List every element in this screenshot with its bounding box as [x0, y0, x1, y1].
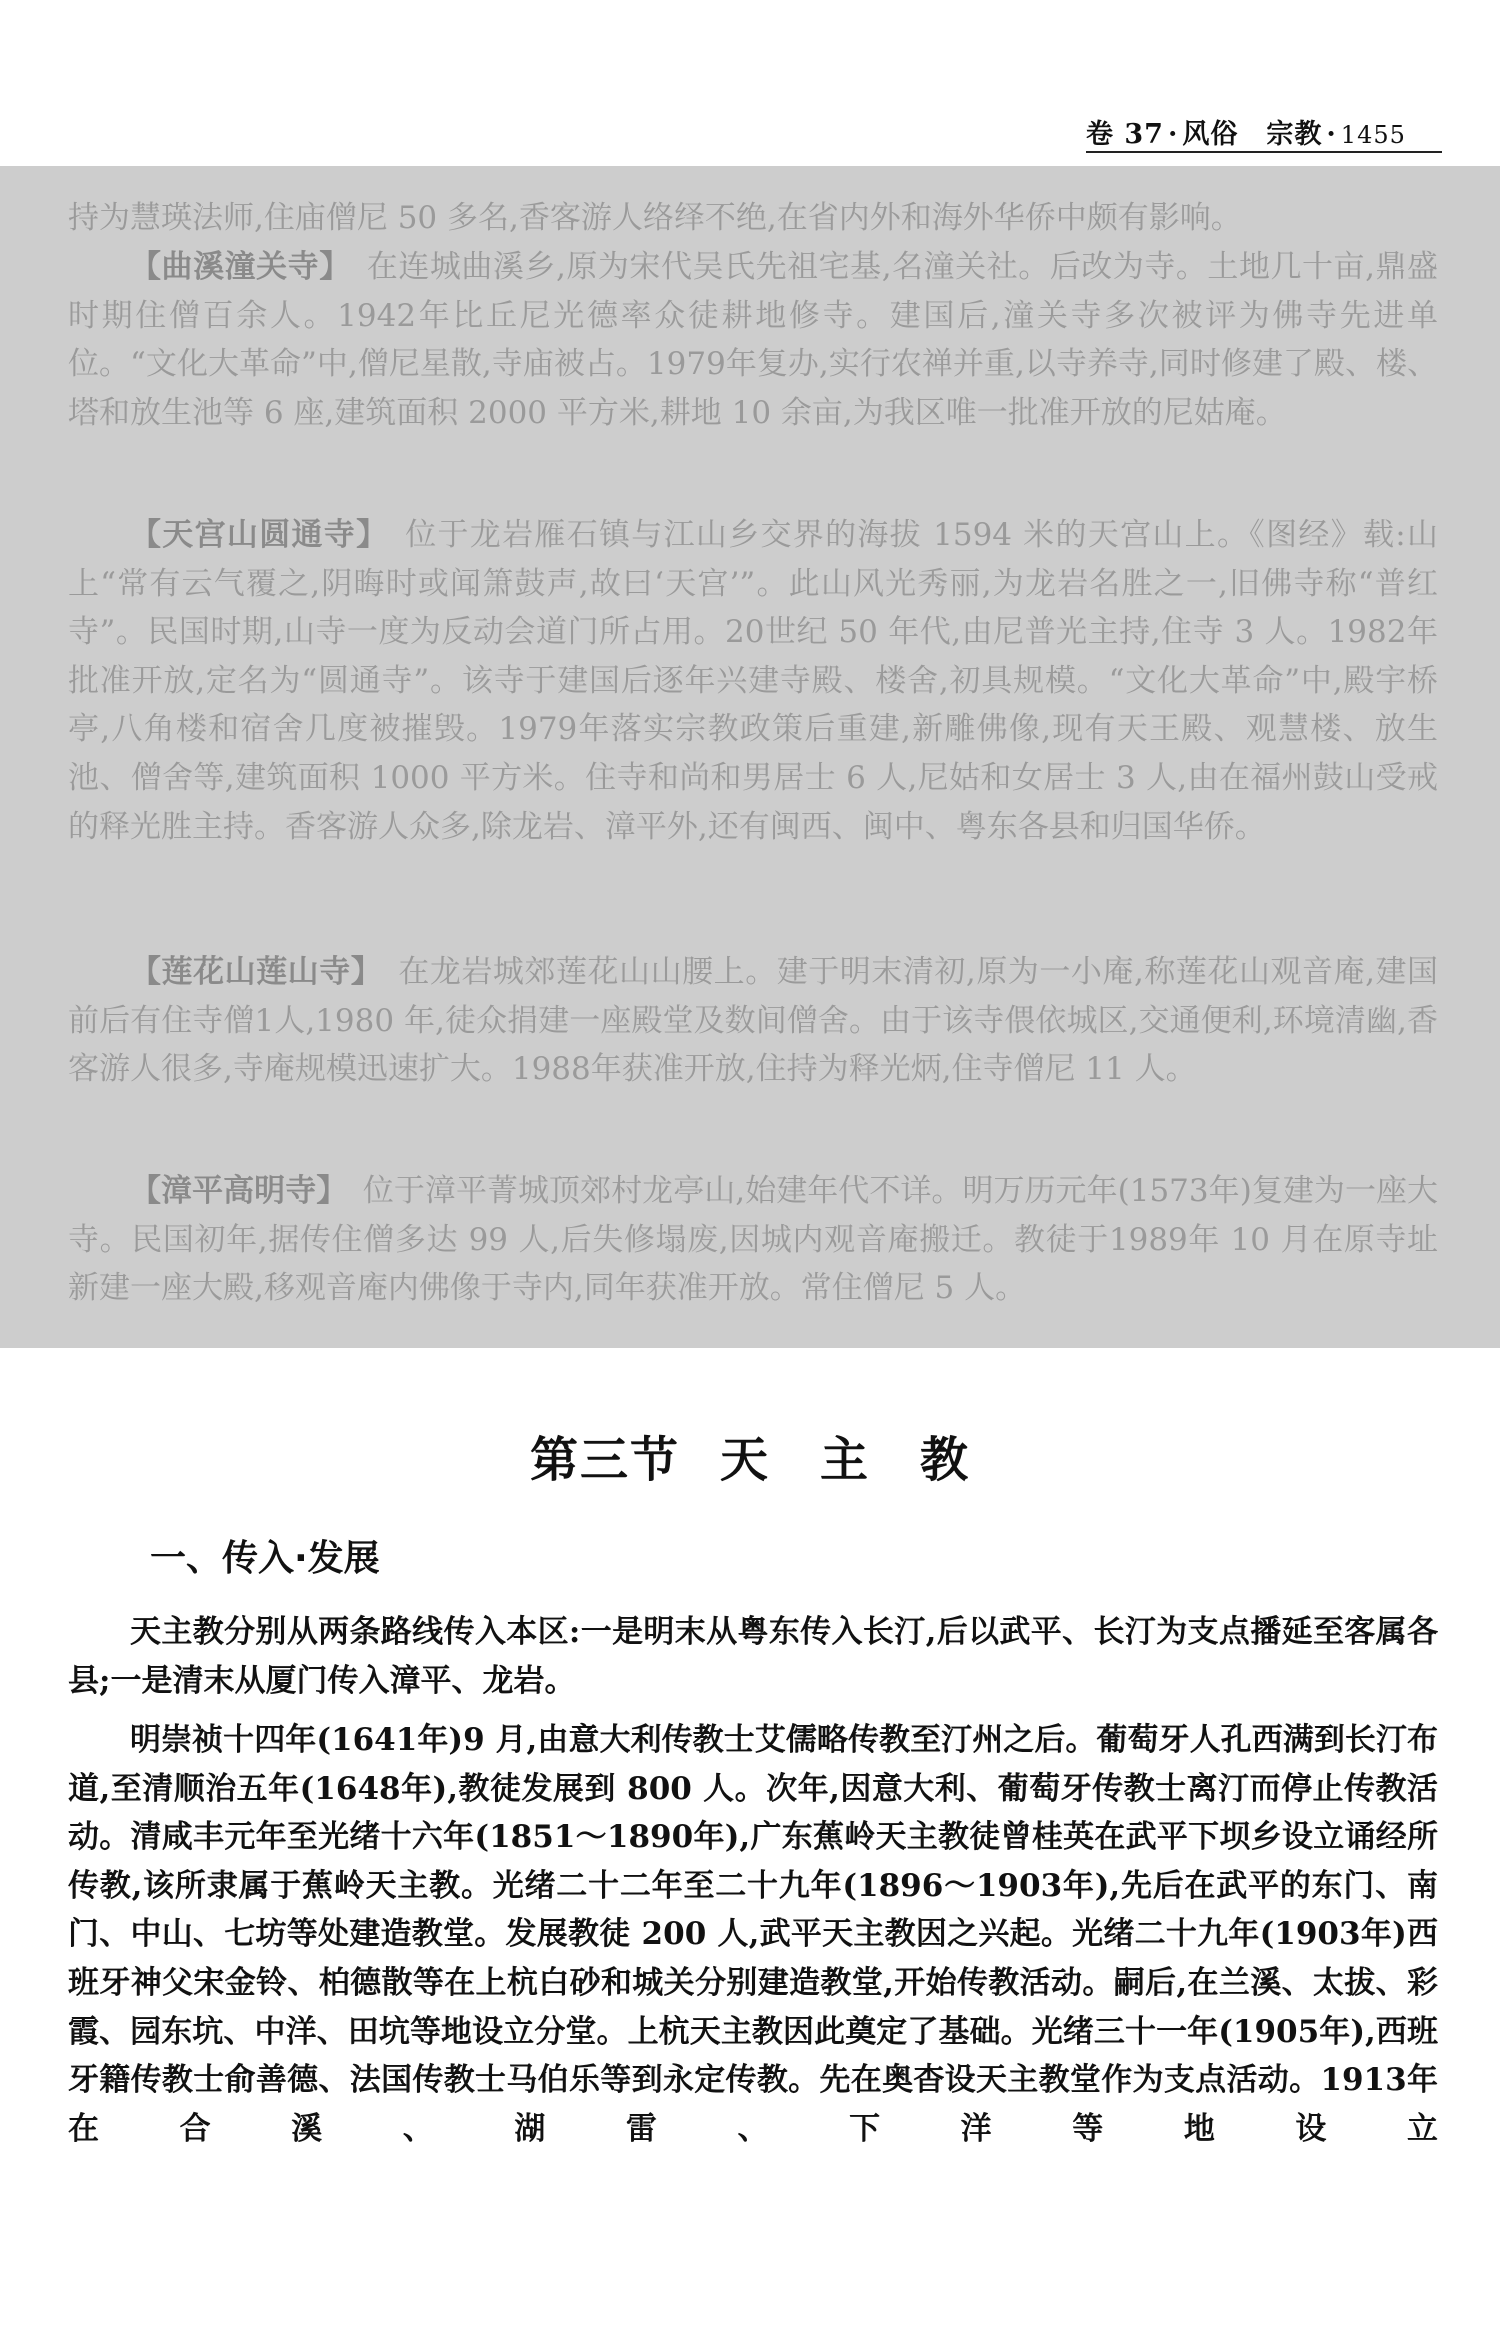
temple-entry-text: 在连城曲溪乡,原为宋代吴氏先祖宅基,名潼关社。后改为寺。土地几十亩,鼎盛时期住僧百余人。1942年比丘尼光德率众徒耕地修寺。建国后,潼关寺多次被评为佛寺先进单位。“文化大革命”中,僧尼星散,寺庙被占。1979年复办,实行农禅并重,以寺养寺,同时修建了殿、楼、塔和放生池等 6 座,建筑面积 2000 平方米,耕地 10 余亩,为我区唯一批准开放的尼姑庵。	[68, 249, 1439, 431]
temple-entry-title: 【莲花山莲山寺】	[130, 954, 367, 990]
temple-entry-text: 位于漳平菁城顶郊村龙亭山,始建年代不详。明万历元年(1573年)复建为一座大寺。民国初年,据传住僧多达 99 人,后失修塌废,因城内观音庵搬迁。教徒于1989年 10 月在原寺址新建一座大殿,移观音庵内佛像于寺内,同年获准开放。常住僧尼 5 人。	[68, 1173, 1439, 1307]
header-rule	[1086, 151, 1442, 153]
body-paragraph: 明崇祯十四年(1641年)9 月,由意大利传教士艾儒略传教至汀州之后。葡萄牙人孔西满到长汀布道,至清顺治五年(1648年),教徒发展到 800 人。次年,因意大利、葡萄牙传教士离汀而停止传教活动。清咸丰元年至光绪十六年(1851～1890年),广东蕉岭天主教徒曾桂英在武平下坝乡设立诵经所传教,该所隶属于蕉岭天主教。光绪二十二年至二十九年(1896～1903年),先后在武平的东门、南门、中山、七坊等处建造教堂。发展教徒 200 人,武平天主教因之兴起。光绪二十九年(1903年)西班牙神父宋金铃、柏德散等在上杭白砂和城关分别建造教堂,开始传教活动。嗣后,在兰溪、太拔、彩霞、园东坑、中洋、田坑等地设立分堂。上杭天主教因此奠定了基础。光绪三十一年(1905年),西班牙籍传教士俞善德、法国传教士马伯乐等到永定传教。先在奥杳设天主教堂作为支点活动。1913年在合溪、湖雷、下洋等地设立	[68, 1722, 1438, 2147]
temple-entry-title: 【天宫山圆通寺】	[130, 517, 373, 553]
temple-entry	[68, 1167, 1438, 1313]
temple-entry-title: 【漳平高明寺】	[130, 1173, 332, 1209]
section-number: 第三节	[529, 1432, 680, 1488]
subsection-title: 一、传入·发展	[150, 1538, 380, 1579]
volume-label: 卷 37	[1086, 119, 1164, 150]
running-header	[1086, 112, 1406, 151]
section-name: 天 主 教	[720, 1432, 971, 1488]
section-label: 风俗 宗教	[1182, 119, 1323, 150]
temple-entry	[68, 948, 1438, 1094]
temple-entry	[68, 243, 1438, 437]
body-paragraph: 天主教分别从两条路线传入本区:一是明末从粤东传入长汀,后以武平、长汀为支点播延至客属各县;一是清末从厦门传入漳平、龙岩。	[68, 1614, 1438, 1699]
header-separator-dot: ·	[1167, 119, 1179, 150]
carryover-paragraph: 持为慧瑛法师,住庙僧尼 50 多名,香客游人络绎不绝,在省内外和海外华侨中颇有影响。	[68, 200, 1242, 236]
temple-entry-text: 在龙岩城郊莲花山山腰上。建于明末清初,原为一小庵,称莲花山观音庵,建国前后有住寺僧1人,1980 年,徒众捐建一座殿堂及数间僧舍。由于该寺偎依城区,交通便利,环境清幽,香客游人很多,寺庵规模迅速扩大。1988年获准开放,住持为释光炳,住寺僧尼 11 人。	[68, 954, 1439, 1088]
temple-entry-text: 位于龙岩雁石镇与江山乡交界的海拔 1594 米的天宫山上。《图经》载:山上“常有云气覆之,阴晦时或闻箫鼓声,故曰‘天宫’”。此山风光秀丽,为龙岩名胜之一,旧佛寺称“普红寺”。民国时期,山寺一度为反动会道门所占用。20世纪 50 年代,由尼普光主持,住寺 3 人。1982年批准开放,定名为“圆通寺”。该寺于建国后逐年兴建寺殿、楼舍,初具规模。“文化大革命”中,殿宇桥亭,八角楼和宿舍几度被摧毁。1979年落实宗教政策后重建,新雕佛像,现有天王殿、观慧楼、放生池、僧舍等,建筑面积 1000 平方米。住寺和尚和男居士 6 人,尼姑和女居士 3 人,由在福州鼓山受戒的释光胜主持。香客游人众多,除龙岩、漳平外,还有闽西、闽中、粤东各县和归国华侨。	[68, 517, 1439, 845]
section-title	[0, 1421, 1500, 1490]
header-separator-dot: ·	[1326, 119, 1337, 150]
temple-entry-title: 【曲溪潼关寺】	[130, 249, 336, 285]
page-number: 1455	[1340, 121, 1406, 149]
temple-entry	[68, 511, 1438, 851]
